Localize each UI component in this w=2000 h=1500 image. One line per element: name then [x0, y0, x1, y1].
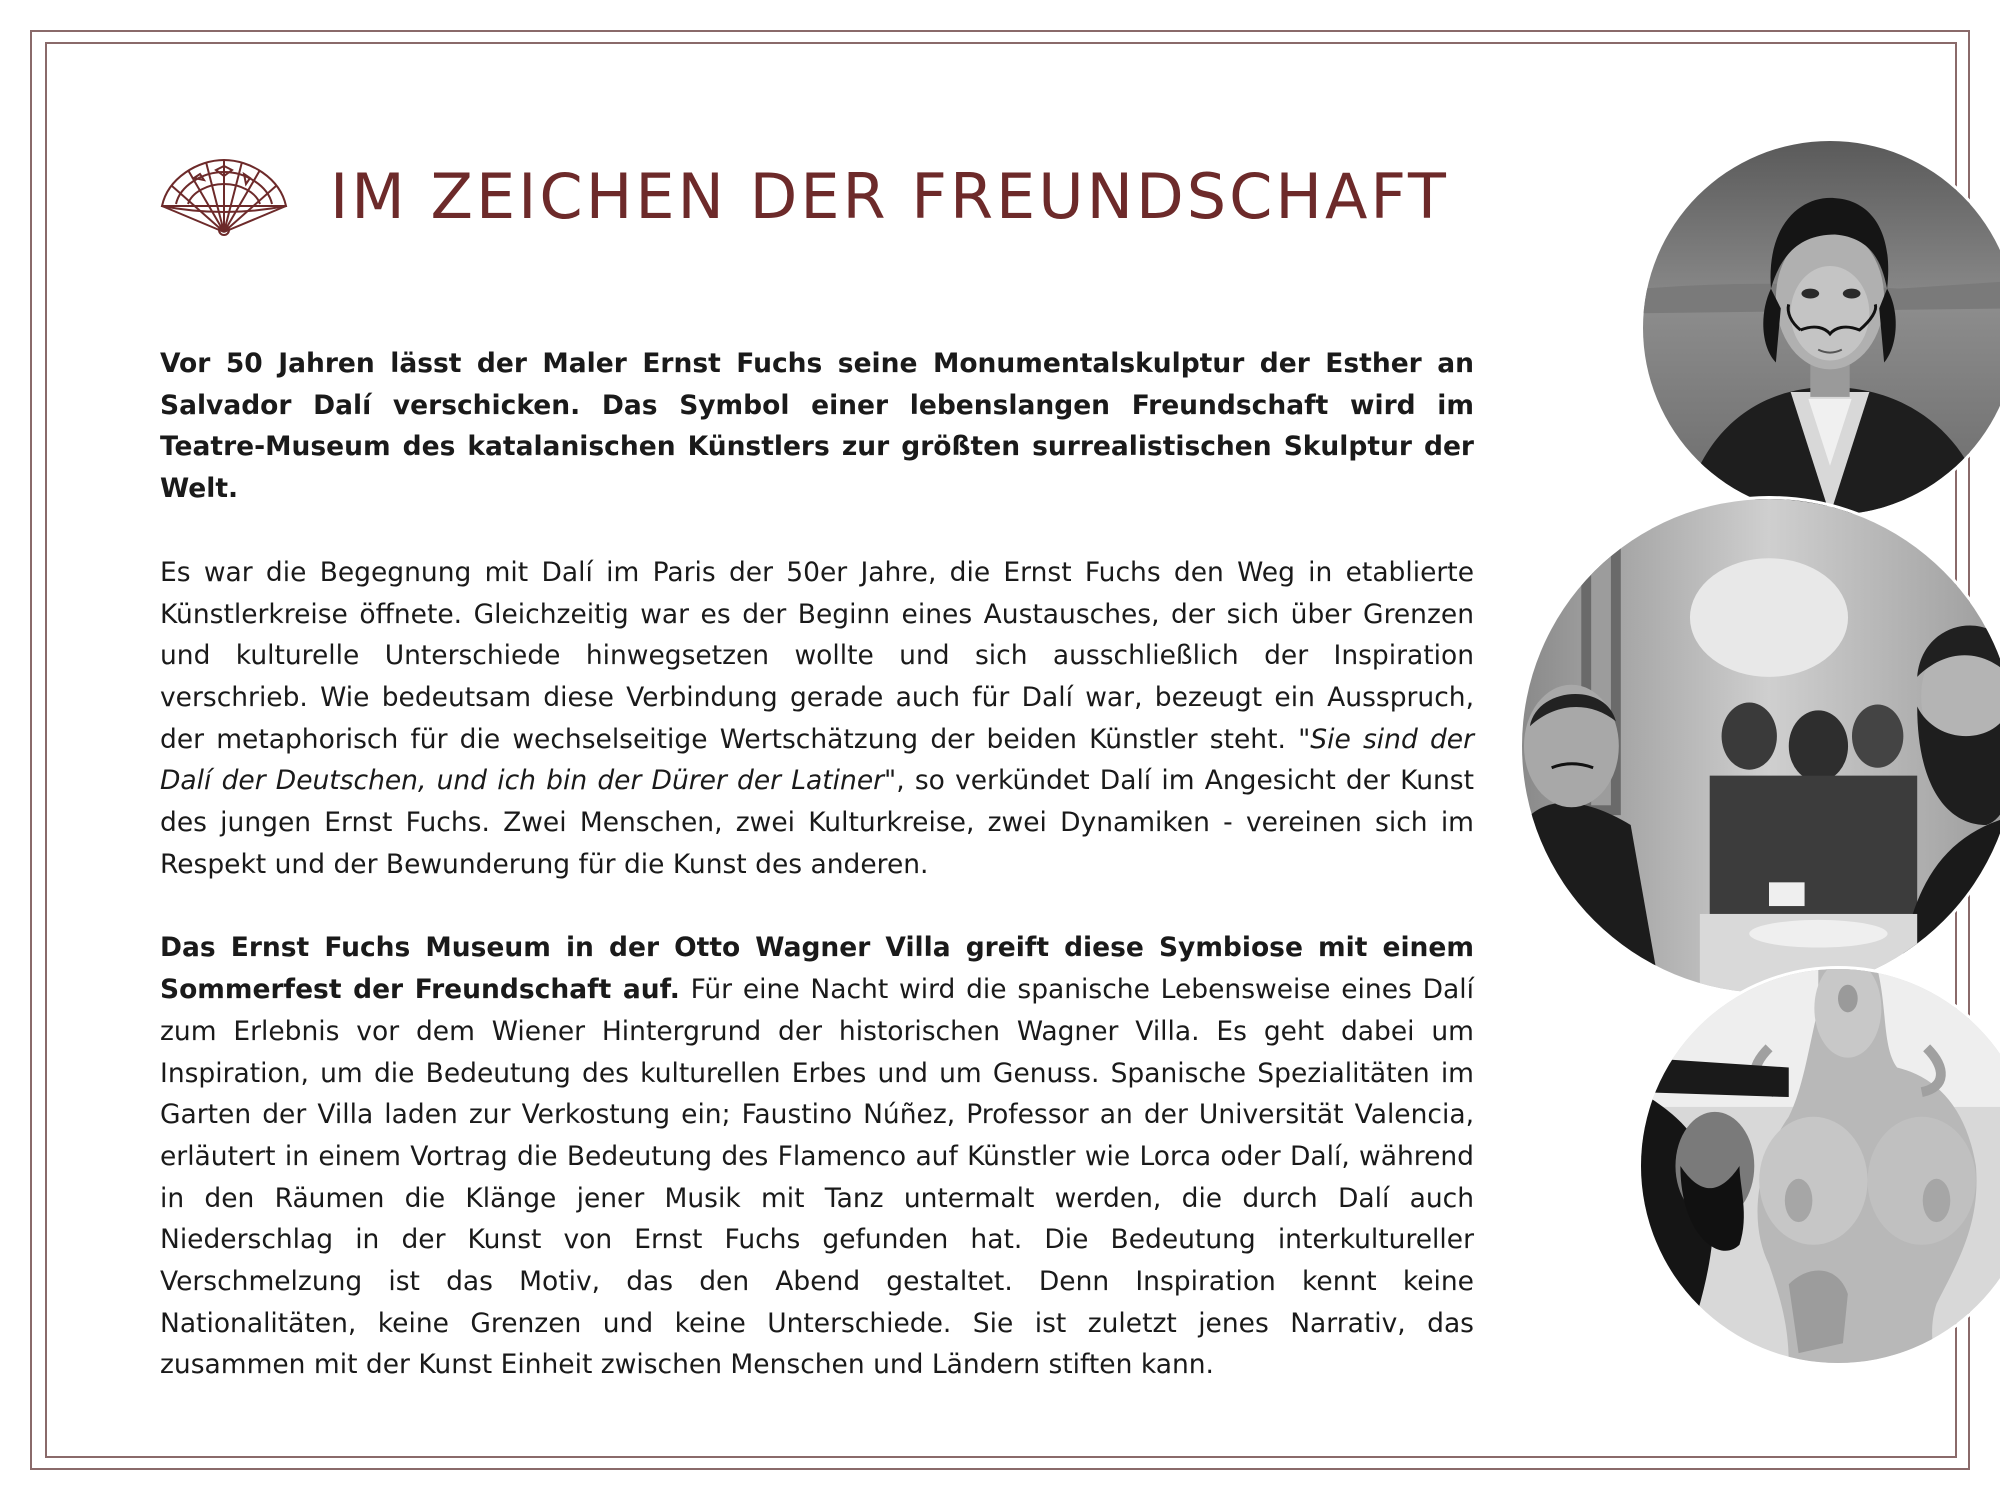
paragraph-text: Für eine Nacht wird die spanische Lebensweise eines Dalí zum Erlebnis vor dem Wiener Hintergrund der historischen Wagner Villa. Es geht dabei um Inspiration, um die Bedeutung des kulturellen Erbes und um Genuss. Spanische Spezialitäten im Garten der Villa laden zur Verkostung ein; Faustino Núñez, Professor an der Universität Valencia, erläutert in einem Vortrag die Bedeutung des Flamenco auf Künstler wie Lorca oder Dalí, während in den Räumen die Klänge jener Musik mit Tanz untermalt werden, die durch Dalí auch Niederschlag in der Kunst von Ernst Fuchs gefunden hat. Die Bedeutung interkultureller Verschmelzung ist das Motiv, das den Abend gestaltet. Denn Inspiration kennt keine Nationalitäten, keine Grenzen und keine Unterschiede. Sie ist zuletzt jenes Narrativ, das zusammen mit der Kunst Einheit zwischen Menschen und Ländern stiften kann.	[160, 974, 1474, 1381]
dali-quote: Sie sind der Dalí der Deutschen, und ich bin der Dürer der Latiner	[160, 723, 1475, 797]
portrait-photo	[1640, 138, 2000, 518]
body-paragraph-2	[160, 552, 1474, 886]
paragraph-text: ", so verkündet Dalí im Angesicht der Kunst des jungen Ernst Fuchs. Zwei Menschen, zwei Kulturkreise, zwei Dynamiken - vereinen sich im Respekt und der Bewunderung für die Kunst des anderen.	[160, 765, 1474, 880]
page-title: IM ZEICHEN DER FREUNDSCHAFT	[330, 160, 1449, 233]
lead-paragraph: Vor 50 Jahren lässt der Maler Ernst Fuchs seine Monumentalskulptur der Esther an Salvador Dalí verschicken. Das Symbol einer lebenslangen Freundschaft wird im Teatre-Museum des katalanischen Künstlers zur größten surrealistischen Skulptur der Welt.	[160, 348, 1474, 505]
gathering-photo	[1519, 496, 2000, 996]
page-header	[158, 152, 1449, 242]
article-body	[160, 343, 1474, 1386]
paragraph-bold-intro: Das Ernst Fuchs Museum in der Otto Wagner Villa greift diese Symbiose mit einem Sommerfest der Freundschaft auf.	[160, 932, 1474, 1006]
fan-icon	[158, 156, 290, 238]
paragraph-text: Es war die Begegnung mit Dalí im Paris der 50er Jahre, die Ernst Fuchs den Weg in etablierte Künstlerkreise öffnete. Gleichzeitig war es der Beginn eines Austausches, der sich über Grenzen und kulturelle Unterschiede hinwegsetzen wollte und sich ausschließlich der Inspiration verschrieb. Wie bedeutsam diese Verbindung gerade auch für Dalí war, bezeugt ein Ausspruch, der metaphorisch für die wechselseitige Wertschätzung der beiden Künstler steht. "	[160, 556, 1474, 755]
body-paragraph-3	[160, 927, 1474, 1386]
